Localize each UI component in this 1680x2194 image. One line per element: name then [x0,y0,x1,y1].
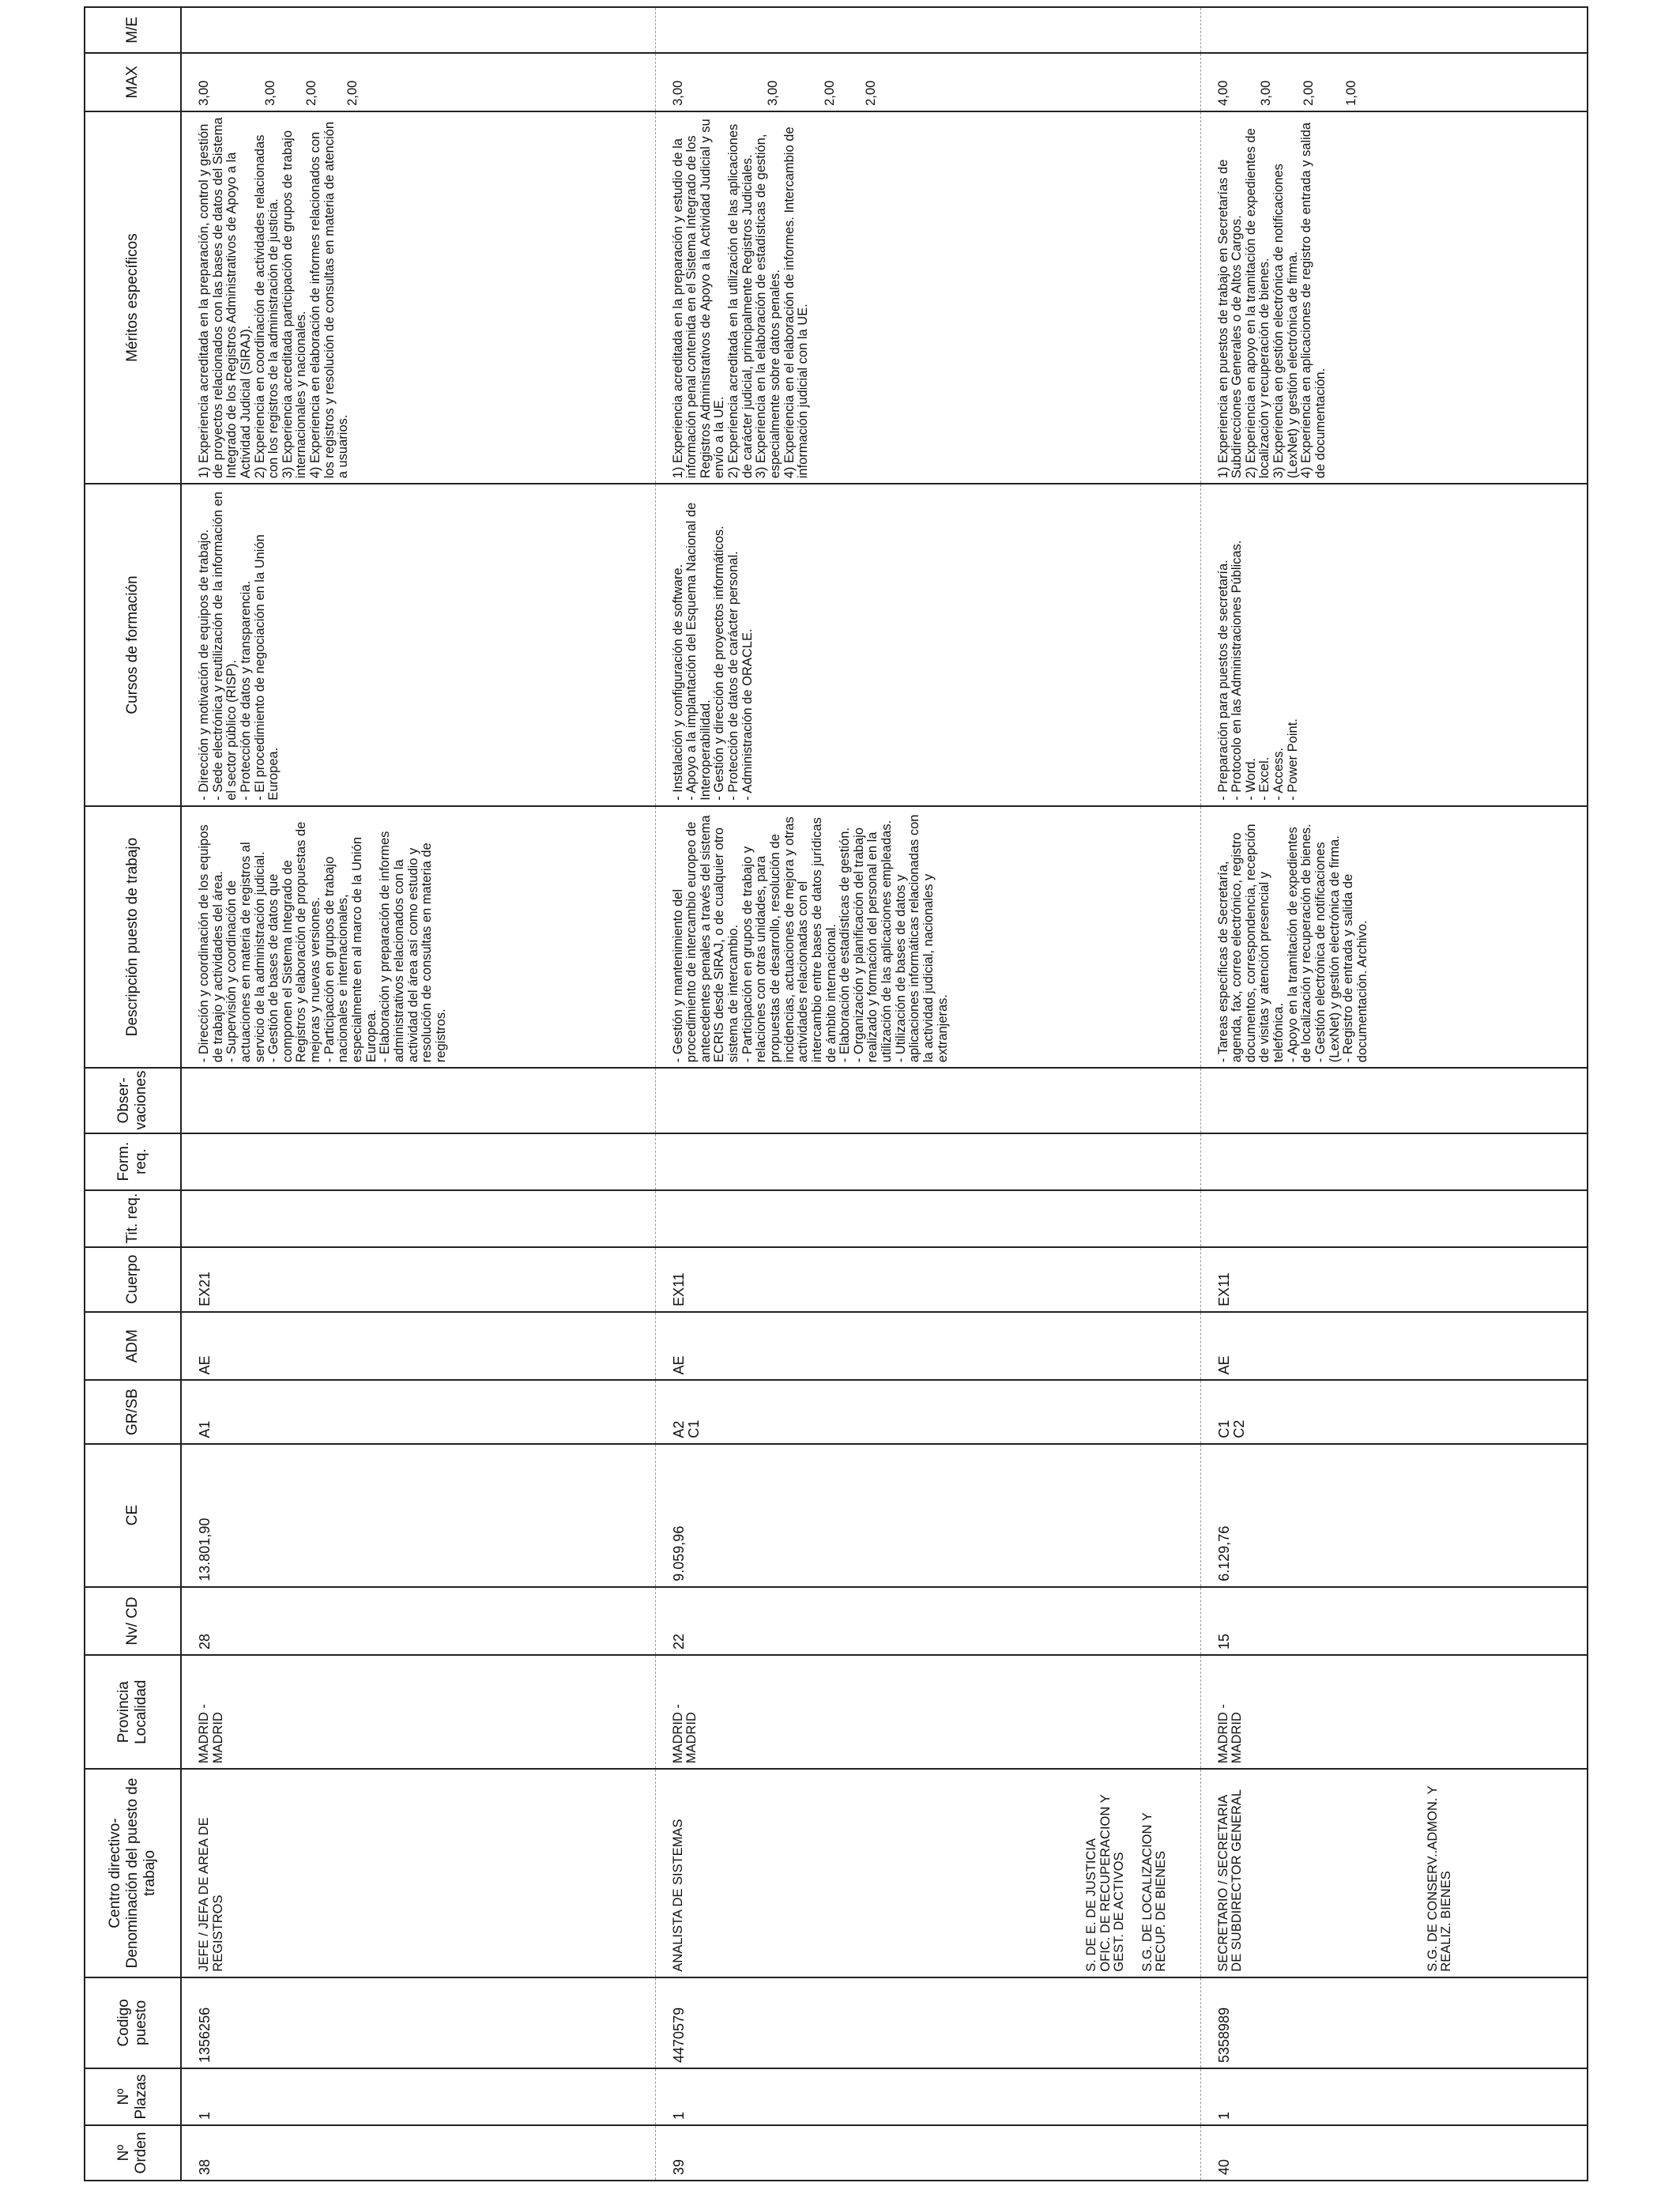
cell-codigo: 4470579 [655,1977,1200,2068]
cell-centro [655,1769,1200,1977]
cell-obs [181,1068,655,1133]
table-row [181,7,655,2181]
header-row [85,7,181,2181]
header-tit: Tit. req. [85,1190,181,1247]
cell-centro [181,1769,655,1977]
max-value: 1,00 [1343,80,1358,106]
cell-me [1200,7,1588,53]
cell-cursos: - Dirección y motivación de equipos de trabajo. - Sede electrónica y reutilización de la información en el sector público (RISP). - Protección de datos y transparencia. - El procedimiento de negociación en la Unión Europea. [181,484,655,806]
max-value: 3,00 [1258,80,1273,106]
cell-codigo: 1356256 [181,1977,655,2068]
cell-max [655,53,1200,111]
max-value: 2,00 [822,80,837,106]
cell-desc: - Dirección y coordinación de los equipos de trabajo y actividades del área. - Supervisión y coordinación de actuaciones en materia de registros al servicio de la administración judicial. - Gestión de bases de datos que componen el Sistema Integrado de Registros y elaboración de propuestas de mejoras y nuevas versiones. - Participación en grupos de trabajo nacionales e internacionales, especialmente en al marco de la Unión Europea. - Elaboración y preparación de informes administrativos relacionados con la actividad del área así como estudio y resolución de consultas en materia de registros. [181,806,655,1068]
cell-provincia: MADRID - MADRID [1200,1655,1588,1769]
header-provincia: Provincia Localidad [85,1655,181,1769]
header-ce: CE [85,1444,181,1587]
header-orden: Nº Orden [85,2125,181,2181]
header-codigo: Codigo puesto [85,1977,181,2068]
cell-tit [181,1190,655,1247]
cell-meritos: 1) Experiencia acreditada en la preparación, control y gestión de proyectos relacionados con las bases de datos del Sistema Integrado de los Registros Administrativos de Apoyo a la Actividad Judicial (SIRAJ). 2) Experiencia en coordinación de actividades relacionadas con los registros de la administración de justicia. 3) Experiencia acreditada participación de grupos de trabajo internacionales y nacionales. 4) Experiencia en elaboración de informes relacionados con los registros y resolución de consultas en materia de atención a usuarios. [181,111,655,484]
cell-orden: 38 [181,2125,655,2181]
max-value: 3,00 [197,80,211,106]
centro-denominacion: SECRETARIO / SECRETARIA DE SUBDIRECTOR GENERAL [1215,1789,1245,1972]
cell-cuerpo: EX11 [655,1247,1200,1312]
cell-nv: 15 [1200,1587,1588,1655]
cell-desc: - Gestión y mantenimiento del procedimiento de intercambio europeo de antecedentes penales a través del sistema ECRIS desde SIRAJ, o de cualquier otro sistema de intercambio. - Participación en grupos de trabajo y relaciones con otras unidades, para propuestas de desarrollo, resolución de incidencias, actuaciones de mejora y otras actividades relacionadas con el intercambio entre bases de datos jurídicas de ámbito internacional. - Elaboración de estadísticas de gestión. - Organización y planificación del trabajo realizado y formación del personal en la utilización de las aplicaciones empleadas. - Utilización de bases de datos y aplicaciones informáticas relacionadas con la actividad judicial, nacionales y extranjeras. [655,806,1200,1068]
cell-centro [1200,1769,1588,1977]
table-row [655,7,1200,2181]
cell-adm: AE [1200,1312,1588,1380]
cell-form [181,1133,655,1190]
max-value: 2,00 [345,80,360,106]
cell-cuerpo: EX21 [181,1247,655,1312]
header-centro: Centro directivo- Denominación del puesto de trabajo [85,1769,181,1977]
cell-max [181,53,655,111]
job-positions-table [84,6,1588,2181]
cell-provincia: MADRID - MADRID [181,1655,655,1769]
centro-denominacion: JEFE / JEFA DE AREA DE REGISTROS [197,1817,225,1972]
max-value: 2,00 [1301,80,1316,106]
cell-obs [1200,1068,1588,1133]
cell-meritos: 1) Experiencia en puestos de trabajo en Secretarías de Subdirecciones Generales o de Altos Cargos. 2) Experiencia en apoyo en la tramitación de expedientes de localización y recuperación de bienes. 3) Experiencia en gestión electrónica de notificaciones (LexNet) y gestión electrónica de firma. 4) Experiencia en aplicaciones de registro de entrada y salida de documentación. [1200,111,1588,484]
cell-max [1200,53,1588,111]
header-max: MAX [85,53,181,111]
cell-tit [655,1190,1200,1247]
header-gr: GR/SB [85,1380,181,1443]
cell-me [181,7,655,53]
centro-directivo: S. DE E. DE JUSTICIA OFIC. DE RECUPERACION Y GEST. DE ACTIVOS S.G. DE LOCALIZACION Y RECUP. DE BIENES [1084,1794,1169,1972]
cell-obs [655,1068,1200,1133]
header-nv: Nv/ CD [85,1587,181,1655]
cell-tit [1200,1190,1588,1247]
cell-plazas: 1 [181,2068,655,2125]
max-value: 3,00 [765,80,780,106]
cell-plazas: 1 [655,2068,1200,2125]
max-value: 3,00 [670,80,685,106]
header-plazas: Nº Plazas [85,2068,181,2125]
max-value: 2,00 [863,80,878,106]
cell-plazas: 1 [1200,2068,1588,2125]
header-cursos: Cursos de formación [85,484,181,806]
cell-nv: 22 [655,1587,1200,1655]
cell-nv: 28 [181,1587,655,1655]
header-desc: Descripción puesto de trabajo [85,806,181,1068]
cell-ce: 9.059,96 [655,1444,1200,1587]
max-value: 3,00 [263,80,277,106]
cell-adm: AE [181,1312,655,1380]
cell-form [1200,1133,1588,1190]
cell-meritos: 1) Experiencia acreditada en la preparación y estudio de la información penal contenida en el Sistema Integrado de los Registros Administrativos de Apoyo a la Actividad Judicial y su envío a la UE. 2) Experiencia acreditada en la utilización de las aplicaciones de carácter judicial, principalmente Registros Judiciales. 3) Experiencia en la elaboración de estadísticas de gestión, especialmente sobre datos penales. 4) Experiencia en el elaboración de informes. Intercambio de información judicial con la UE. [655,111,1200,484]
cell-cursos: - Preparación para puestos de secretaría. - Protocolo en las Administraciones Públicas. - Word. - Excel. - Access. - Power Point. [1200,484,1588,806]
max-value: 4,00 [1215,80,1230,106]
table-row [1200,7,1588,2181]
header-obs: Obser- vaciones [85,1068,181,1133]
cell-ce: 6.129,76 [1200,1444,1588,1587]
header-me: M/E [85,7,181,53]
cell-adm: AE [655,1312,1200,1380]
cell-orden: 39 [655,2125,1200,2181]
cell-desc: - Tareas específicas de Secretaría, agenda, fax, correo electrónico, registro documentos, correspondencia, recepción de visitas y atención presencial y telefónica. - Apoyo en la tramitación de expedientes de localización y recuperación de bienes. - Gestión electrónica de notificaciones (LexNet) y gestión electrónica de firma. - Registro de entrada y salida de documentación. Archivo. [1200,806,1588,1068]
cell-codigo: 5358989 [1200,1977,1588,2068]
header-meritos: Méritos específicos [85,111,181,484]
header-form: Form. req. [85,1133,181,1190]
rotated-table-sheet [84,6,1588,2181]
max-value: 2,00 [304,80,318,106]
cell-cursos: - Instalación y configuración de software. - Apoyo a la implantación del Esquema Nacional de Interoperabilidad. - Gestión y dirección de proyectos informáticos. - Protección de datos de carácter personal. - Administración de ORACLE. [655,484,1200,806]
cell-provincia: MADRID - MADRID [655,1655,1200,1769]
cell-me [655,7,1200,53]
cell-orden: 40 [1200,2125,1588,2181]
header-cuerpo: Cuerpo [85,1247,181,1312]
cell-gr: A1 [181,1380,655,1443]
centro-directivo: S.G. DE CONSERV..ADMON. Y REALIZ. BIENES [1425,1785,1454,1972]
cell-cuerpo: EX11 [1200,1247,1588,1312]
centro-denominacion: ANALISTA DE SISTEMAS [670,1819,685,1972]
cell-gr: C1 C2 [1200,1380,1588,1443]
cell-gr: A2 C1 [655,1380,1200,1443]
header-adm: ADM [85,1312,181,1380]
cell-ce: 13.801,90 [181,1444,655,1587]
cell-form [655,1133,1200,1190]
